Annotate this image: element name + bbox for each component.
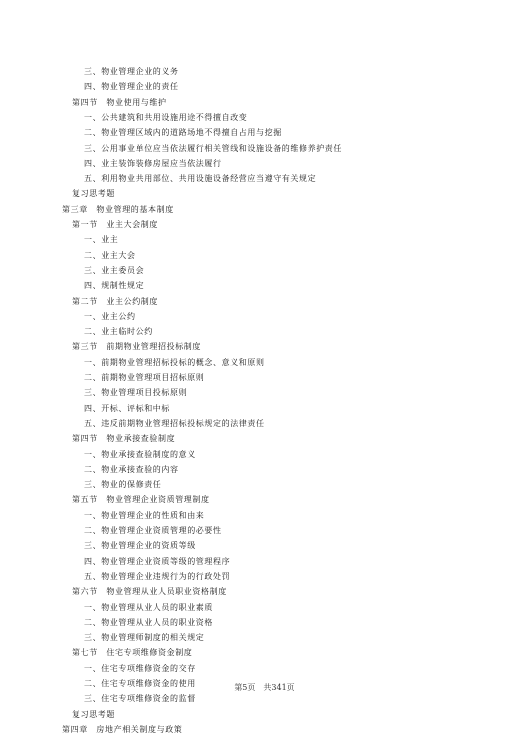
toc-item: 四、物业管理企业的责任 <box>84 82 179 92</box>
toc-item: 三、物业管理师制度的相关规定 <box>84 633 205 643</box>
toc-section: 复习思考题 <box>72 189 115 199</box>
page-total: 共341页 <box>263 683 295 692</box>
toc-item: 四、开标、评标和中标 <box>84 403 170 413</box>
toc-item: 四、业主装饰装修房屋应当依法履行 <box>84 158 222 168</box>
toc-section: 复习思考题 <box>72 709 115 719</box>
toc-item: 三、物业的保修责任 <box>84 480 162 490</box>
toc-section: 第四节 物业使用与维护 <box>72 97 167 107</box>
toc-item: 二、物业管理从业人员的职业资格 <box>84 617 213 627</box>
toc-item: 二、前期物业管理项目招标原则 <box>84 373 205 382</box>
toc-item: 三、公用事业单位应当依法履行相关管线和设施设备的维修养护责任 <box>84 143 342 153</box>
toc-section: 第一节 业主大会制度 <box>72 220 158 229</box>
toc-item: 一、物业承接查验制度的意义 <box>84 449 196 459</box>
toc-chapter: 第三章 物业管理的基本制度 <box>62 204 174 214</box>
page-number: 第5页 <box>234 683 256 692</box>
toc-chapter: 第四章 房地产相关制度与政策 <box>62 724 183 734</box>
toc-item: 四、物业管理企业资质等级的管理程序 <box>84 556 231 566</box>
toc-section: 第二节 业主公约制度 <box>72 296 158 306</box>
toc-item: 五、利用物业共用部位、共用设施设备经营应当遵守有关规定 <box>84 174 317 184</box>
toc-item: 三、住宅专项维修资金的监督 <box>84 694 196 704</box>
toc-section: 第五节 物业管理企业资质管理制度 <box>72 495 210 505</box>
toc-item: 四、规制性规定 <box>84 281 145 291</box>
toc-item: 二、业主临时公约 <box>84 327 153 337</box>
toc-item: 三、物业管理企业的义务 <box>84 67 179 76</box>
toc-item: 二、住宅专项维修资金的使用 <box>84 679 196 688</box>
toc-item: 三、物业管理企业的资质等级 <box>84 541 196 551</box>
toc-item: 一、业主 <box>84 235 119 245</box>
toc-item: 一、物业管理从业人员的职业素质 <box>84 602 213 612</box>
toc-item: 二、物业管理企业资质管理的必要性 <box>84 526 222 535</box>
toc-item: 一、前期物业管理招标投标的概念、意义和原则 <box>84 357 265 367</box>
toc-item: 三、业主委员会 <box>84 265 145 275</box>
toc-item: 五、物业管理企业违规行为的行政处罚 <box>84 571 231 581</box>
toc-section: 第七节 住宅专项维修资金制度 <box>72 648 193 658</box>
toc-item: 一、业主公约 <box>84 311 136 321</box>
toc-item: 一、公共建筑和共用设施用途不得擅自改变 <box>84 112 248 122</box>
toc-item: 三、物业管理项目投标原则 <box>84 388 188 398</box>
toc-item: 二、物业承接查验的内容 <box>84 464 179 474</box>
toc-item: 一、住宅专项维修资金的交存 <box>84 663 196 673</box>
toc-item: 一、物业管理企业的性质和由来 <box>84 510 205 520</box>
toc-item: 二、业主大会 <box>84 250 136 260</box>
toc-item: 五、违反前期物业管理招标投标规定的法律责任 <box>84 418 265 428</box>
toc-section: 第四节 物业承接查验制度 <box>72 434 176 444</box>
toc-section: 第三节 前期物业管理招投标制度 <box>72 342 201 352</box>
page-footer <box>0 682 529 694</box>
toc-section: 第六节 物业管理从业人员职业资格制度 <box>72 587 227 597</box>
toc-item: 二、物业管理区域内的道路场地不得擅自占用与挖掘 <box>84 128 282 138</box>
